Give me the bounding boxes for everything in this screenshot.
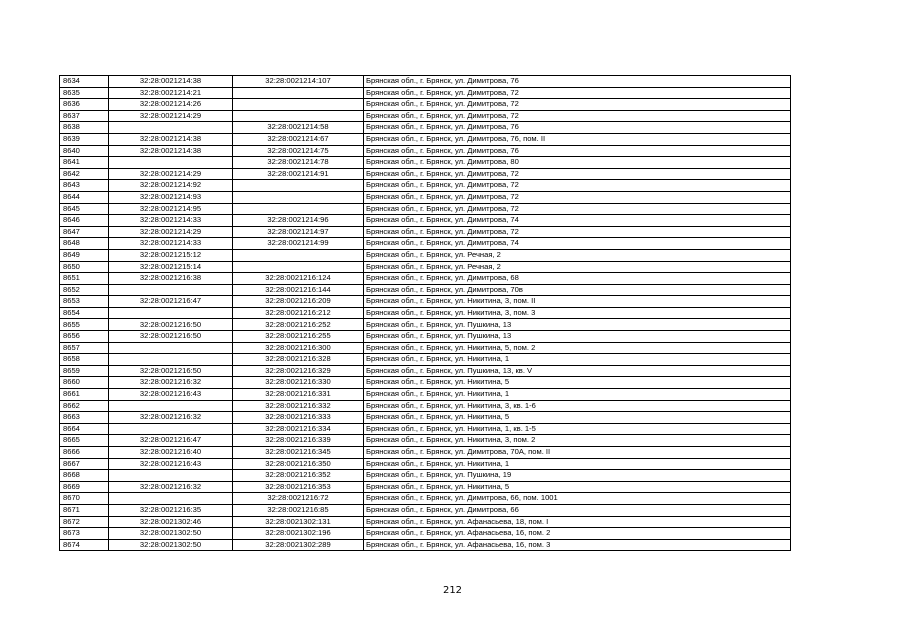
address-cell: Брянская обл., г. Брянск, ул. Димитрова, 72 — [364, 203, 791, 215]
parcel-cadastral-number-cell: 32:28:0021215:12 — [109, 249, 233, 261]
object-cadastral-number-cell: 32:28:0021216:345 — [233, 447, 364, 459]
table-row — [60, 226, 791, 238]
address-cell: Брянская обл., г. Брянск, ул. Димитрова, 76 — [364, 122, 791, 134]
parcel-cadastral-number-cell — [109, 307, 233, 319]
object-cadastral-number-cell — [233, 261, 364, 273]
row-number-cell: 8652 — [60, 284, 109, 296]
table-row — [60, 249, 791, 261]
address-cell: Брянская обл., г. Брянск, ул. Никитина, 3, пом. II — [364, 296, 791, 308]
parcel-cadastral-number-cell: 32:28:0021302:46 — [109, 516, 233, 528]
row-number-cell: 8645 — [60, 203, 109, 215]
address-cell: Брянская обл., г. Брянск, ул. Никитина, 1 — [364, 354, 791, 366]
object-cadastral-number-cell — [233, 203, 364, 215]
address-cell: Брянская обл., г. Брянск, ул. Никитина, 5 — [364, 377, 791, 389]
table-row — [60, 122, 791, 134]
parcel-cadastral-number-cell: 32:28:0021216:50 — [109, 319, 233, 331]
table-row — [60, 400, 791, 412]
parcel-cadastral-number-cell: 32:28:0021216:50 — [109, 365, 233, 377]
parcel-cadastral-number-cell: 32:28:0021214:92 — [109, 180, 233, 192]
parcel-cadastral-number-cell: 32:28:0021214:93 — [109, 191, 233, 203]
address-cell: Брянская обл., г. Брянск, ул. Пушкина, 19 — [364, 470, 791, 482]
row-number-cell: 8664 — [60, 423, 109, 435]
table-row — [60, 493, 791, 505]
address-cell: Брянская обл., г. Брянск, ул. Димитрова, 70А, пом. II — [364, 447, 791, 459]
parcel-cadastral-number-cell: 32:28:0021214:38 — [109, 76, 233, 88]
row-number-cell: 8670 — [60, 493, 109, 505]
address-cell: Брянская обл., г. Брянск, ул. Никитина, 1 — [364, 458, 791, 470]
parcel-cadastral-number-cell — [109, 400, 233, 412]
object-cadastral-number-cell: 32:28:0021302:196 — [233, 528, 364, 540]
address-cell: Брянская обл., г. Брянск, ул. Пушкина, 13 — [364, 331, 791, 343]
address-cell: Брянская обл., г. Брянск, ул. Димитрова, 72 — [364, 168, 791, 180]
object-cadastral-number-cell — [233, 87, 364, 99]
table-row — [60, 145, 791, 157]
table-row — [60, 133, 791, 145]
object-cadastral-number-cell: 32:28:0021214:75 — [233, 145, 364, 157]
object-cadastral-number-cell: 32:28:0021302:131 — [233, 516, 364, 528]
row-number-cell: 8665 — [60, 435, 109, 447]
row-number-cell: 8657 — [60, 342, 109, 354]
parcel-cadastral-number-cell: 32:28:0021216:40 — [109, 447, 233, 459]
table-row — [60, 504, 791, 516]
parcel-cadastral-number-cell — [109, 423, 233, 435]
table-row — [60, 238, 791, 250]
row-number-cell: 8674 — [60, 539, 109, 551]
object-cadastral-number-cell: 32:28:0021216:330 — [233, 377, 364, 389]
address-cell: Брянская обл., г. Брянск, ул. Димитрова, 72 — [364, 226, 791, 238]
table-row — [60, 423, 791, 435]
table-row — [60, 284, 791, 296]
object-cadastral-number-cell: 32:28:0021214:78 — [233, 157, 364, 169]
parcel-cadastral-number-cell: 32:28:0021214:38 — [109, 145, 233, 157]
row-number-cell: 8642 — [60, 168, 109, 180]
table-row — [60, 342, 791, 354]
table-row — [60, 168, 791, 180]
parcel-cadastral-number-cell: 32:28:0021216:32 — [109, 377, 233, 389]
object-cadastral-number-cell: 32:28:0021216:72 — [233, 493, 364, 505]
row-number-cell: 8638 — [60, 122, 109, 134]
row-number-cell: 8646 — [60, 215, 109, 227]
address-cell: Брянская обл., г. Брянск, ул. Никитина, 5 — [364, 412, 791, 424]
address-cell: Брянская обл., г. Брянск, ул. Речная, 2 — [364, 261, 791, 273]
object-cadastral-number-cell: 32:28:0021216:300 — [233, 342, 364, 354]
object-cadastral-number-cell: 32:28:0021216:332 — [233, 400, 364, 412]
table-row — [60, 528, 791, 540]
row-number-cell: 8669 — [60, 481, 109, 493]
row-number-cell: 8640 — [60, 145, 109, 157]
address-cell: Брянская обл., г. Брянск, ул. Димитрова, 72 — [364, 110, 791, 122]
row-number-cell: 8661 — [60, 389, 109, 401]
object-cadastral-number-cell — [233, 191, 364, 203]
parcel-cadastral-number-cell: 32:28:0021214:33 — [109, 238, 233, 250]
object-cadastral-number-cell: 32:28:0021216:333 — [233, 412, 364, 424]
parcel-cadastral-number-cell: 32:28:0021214:95 — [109, 203, 233, 215]
row-number-cell: 8641 — [60, 157, 109, 169]
row-number-cell: 8647 — [60, 226, 109, 238]
table-body — [60, 76, 791, 551]
parcel-cadastral-number-cell: 32:28:0021216:43 — [109, 458, 233, 470]
object-cadastral-number-cell: 32:28:0021216:252 — [233, 319, 364, 331]
object-cadastral-number-cell: 32:28:0021214:67 — [233, 133, 364, 145]
table-row — [60, 87, 791, 99]
row-number-cell: 8655 — [60, 319, 109, 331]
address-cell: Брянская обл., г. Брянск, ул. Димитрова, 70в — [364, 284, 791, 296]
table-row — [60, 435, 791, 447]
row-number-cell: 8672 — [60, 516, 109, 528]
object-cadastral-number-cell: 32:28:0021216:255 — [233, 331, 364, 343]
parcel-cadastral-number-cell: 32:28:0021216:38 — [109, 273, 233, 285]
parcel-cadastral-number-cell — [109, 342, 233, 354]
page-number: 212 — [442, 585, 463, 596]
object-cadastral-number-cell: 32:28:0021216:331 — [233, 389, 364, 401]
address-cell: Брянская обл., г. Брянск, ул. Никитина, 3, пом. 2 — [364, 435, 791, 447]
object-cadastral-number-cell: 32:28:0021216:353 — [233, 481, 364, 493]
address-cell: Брянская обл., г. Брянск, ул. Димитрова, 76 — [364, 76, 791, 88]
table-row — [60, 412, 791, 424]
table-row — [60, 296, 791, 308]
row-number-cell: 8651 — [60, 273, 109, 285]
parcel-cadastral-number-cell — [109, 284, 233, 296]
table-row — [60, 481, 791, 493]
parcel-cadastral-number-cell: 32:28:0021215:14 — [109, 261, 233, 273]
object-cadastral-number-cell: 32:28:0021216:124 — [233, 273, 364, 285]
row-number-cell: 8654 — [60, 307, 109, 319]
parcel-cadastral-number-cell — [109, 157, 233, 169]
parcel-cadastral-number-cell: 32:28:0021214:33 — [109, 215, 233, 227]
table-row — [60, 191, 791, 203]
table-row — [60, 447, 791, 459]
table-row — [60, 354, 791, 366]
parcel-cadastral-number-cell: 32:28:0021214:29 — [109, 168, 233, 180]
parcel-cadastral-number-cell: 32:28:0021216:35 — [109, 504, 233, 516]
address-cell: Брянская обл., г. Брянск, ул. Афанасьева, 16, пом. 3 — [364, 539, 791, 551]
row-number-cell: 8668 — [60, 470, 109, 482]
table-row — [60, 157, 791, 169]
address-cell: Брянская обл., г. Брянск, ул. Димитрова, 72 — [364, 180, 791, 192]
object-cadastral-number-cell: 32:28:0021216:85 — [233, 504, 364, 516]
parcel-cadastral-number-cell: 32:28:0021216:43 — [109, 389, 233, 401]
row-number-cell: 8649 — [60, 249, 109, 261]
parcel-cadastral-number-cell: 32:28:0021214:29 — [109, 226, 233, 238]
object-cadastral-number-cell: 32:28:0021214:99 — [233, 238, 364, 250]
parcel-cadastral-number-cell: 32:28:0021302:50 — [109, 528, 233, 540]
table-row — [60, 365, 791, 377]
address-cell: Брянская обл., г. Брянск, ул. Пушкина, 13, кв. V — [364, 365, 791, 377]
row-number-cell: 8660 — [60, 377, 109, 389]
object-cadastral-number-cell: 32:28:0021214:107 — [233, 76, 364, 88]
parcel-cadastral-number-cell: 32:28:0021216:47 — [109, 435, 233, 447]
row-number-cell: 8673 — [60, 528, 109, 540]
parcel-cadastral-number-cell: 32:28:0021214:38 — [109, 133, 233, 145]
row-number-cell: 8648 — [60, 238, 109, 250]
table-row — [60, 539, 791, 551]
object-cadastral-number-cell — [233, 180, 364, 192]
cadastral-table — [59, 75, 791, 551]
address-cell: Брянская обл., г. Брянск, ул. Димитрова, 80 — [364, 157, 791, 169]
table-row — [60, 458, 791, 470]
table-row — [60, 203, 791, 215]
object-cadastral-number-cell: 32:28:0021302:289 — [233, 539, 364, 551]
table-row — [60, 99, 791, 111]
row-number-cell: 8653 — [60, 296, 109, 308]
parcel-cadastral-number-cell: 32:28:0021214:26 — [109, 99, 233, 111]
table-row — [60, 180, 791, 192]
address-cell: Брянская обл., г. Брянск, ул. Димитрова, 72 — [364, 87, 791, 99]
parcel-cadastral-number-cell — [109, 122, 233, 134]
address-cell: Брянская обл., г. Брянск, ул. Никитина, 3, пом. 3 — [364, 307, 791, 319]
address-cell: Брянская обл., г. Брянск, ул. Пушкина, 13 — [364, 319, 791, 331]
table-row — [60, 470, 791, 482]
address-cell: Брянская обл., г. Брянск, ул. Димитрова, 66 — [364, 504, 791, 516]
row-number-cell: 8659 — [60, 365, 109, 377]
parcel-cadastral-number-cell: 32:28:0021216:32 — [109, 412, 233, 424]
row-number-cell: 8639 — [60, 133, 109, 145]
object-cadastral-number-cell: 32:28:0021216:144 — [233, 284, 364, 296]
table-row — [60, 110, 791, 122]
row-number-cell: 8663 — [60, 412, 109, 424]
address-cell: Брянская обл., г. Брянск, ул. Никитина, 5 — [364, 481, 791, 493]
object-cadastral-number-cell: 32:28:0021214:96 — [233, 215, 364, 227]
row-number-cell: 8634 — [60, 76, 109, 88]
row-number-cell: 8656 — [60, 331, 109, 343]
table-row — [60, 307, 791, 319]
parcel-cadastral-number-cell: 32:28:0021214:29 — [109, 110, 233, 122]
object-cadastral-number-cell: 32:28:0021214:97 — [233, 226, 364, 238]
parcel-cadastral-number-cell — [109, 354, 233, 366]
object-cadastral-number-cell: 32:28:0021216:209 — [233, 296, 364, 308]
row-number-cell: 8644 — [60, 191, 109, 203]
row-number-cell: 8643 — [60, 180, 109, 192]
object-cadastral-number-cell: 32:28:0021216:350 — [233, 458, 364, 470]
parcel-cadastral-number-cell: 32:28:0021216:47 — [109, 296, 233, 308]
object-cadastral-number-cell: 32:28:0021214:58 — [233, 122, 364, 134]
table-row — [60, 319, 791, 331]
address-cell: Брянская обл., г. Брянск, ул. Димитрова, 76 — [364, 145, 791, 157]
row-number-cell: 8636 — [60, 99, 109, 111]
row-number-cell: 8635 — [60, 87, 109, 99]
object-cadastral-number-cell: 32:28:0021216:212 — [233, 307, 364, 319]
table-row — [60, 516, 791, 528]
address-cell: Брянская обл., г. Брянск, ул. Димитрова, 74 — [364, 238, 791, 250]
object-cadastral-number-cell — [233, 249, 364, 261]
address-cell: Брянская обл., г. Брянск, ул. Никитина, 1, кв. 1-5 — [364, 423, 791, 435]
object-cadastral-number-cell — [233, 99, 364, 111]
address-cell: Брянская обл., г. Брянск, ул. Димитрова, 72 — [364, 191, 791, 203]
address-cell: Брянская обл., г. Брянск, ул. Никитина, 3, кв. 1-6 — [364, 400, 791, 412]
table-row — [60, 261, 791, 273]
address-cell: Брянская обл., г. Брянск, ул. Никитина, 5, пом. 2 — [364, 342, 791, 354]
address-cell: Брянская обл., г. Брянск, ул. Речная, 2 — [364, 249, 791, 261]
row-number-cell: 8662 — [60, 400, 109, 412]
row-number-cell: 8667 — [60, 458, 109, 470]
table-row — [60, 76, 791, 88]
parcel-cadastral-number-cell: 32:28:0021214:21 — [109, 87, 233, 99]
address-cell: Брянская обл., г. Брянск, ул. Димитрова, 72 — [364, 99, 791, 111]
row-number-cell: 8658 — [60, 354, 109, 366]
table-row — [60, 215, 791, 227]
address-cell: Брянская обл., г. Брянск, ул. Димитрова, 66, пом. 1001 — [364, 493, 791, 505]
parcel-cadastral-number-cell — [109, 493, 233, 505]
parcel-cadastral-number-cell — [109, 470, 233, 482]
parcel-cadastral-number-cell: 32:28:0021302:50 — [109, 539, 233, 551]
table-row — [60, 331, 791, 343]
address-cell: Брянская обл., г. Брянск, ул. Димитрова, 74 — [364, 215, 791, 227]
parcel-cadastral-number-cell: 32:28:0021216:50 — [109, 331, 233, 343]
address-cell: Брянская обл., г. Брянск, ул. Афанасьева, 18, пом. I — [364, 516, 791, 528]
object-cadastral-number-cell — [233, 110, 364, 122]
address-cell: Брянская обл., г. Брянск, ул. Димитрова, 76, пом. II — [364, 133, 791, 145]
object-cadastral-number-cell: 32:28:0021216:328 — [233, 354, 364, 366]
table-row — [60, 273, 791, 285]
table-row — [60, 377, 791, 389]
row-number-cell: 8671 — [60, 504, 109, 516]
object-cadastral-number-cell: 32:28:0021214:91 — [233, 168, 364, 180]
row-number-cell: 8637 — [60, 110, 109, 122]
object-cadastral-number-cell: 32:28:0021216:339 — [233, 435, 364, 447]
object-cadastral-number-cell: 32:28:0021216:352 — [233, 470, 364, 482]
object-cadastral-number-cell: 32:28:0021216:329 — [233, 365, 364, 377]
address-cell: Брянская обл., г. Брянск, ул. Афанасьева, 16, пом. 2 — [364, 528, 791, 540]
row-number-cell: 8650 — [60, 261, 109, 273]
parcel-cadastral-number-cell: 32:28:0021216:32 — [109, 481, 233, 493]
address-cell: Брянская обл., г. Брянск, ул. Димитрова, 68 — [364, 273, 791, 285]
address-cell: Брянская обл., г. Брянск, ул. Никитина, 1 — [364, 389, 791, 401]
row-number-cell: 8666 — [60, 447, 109, 459]
object-cadastral-number-cell: 32:28:0021216:334 — [233, 423, 364, 435]
table-row — [60, 389, 791, 401]
